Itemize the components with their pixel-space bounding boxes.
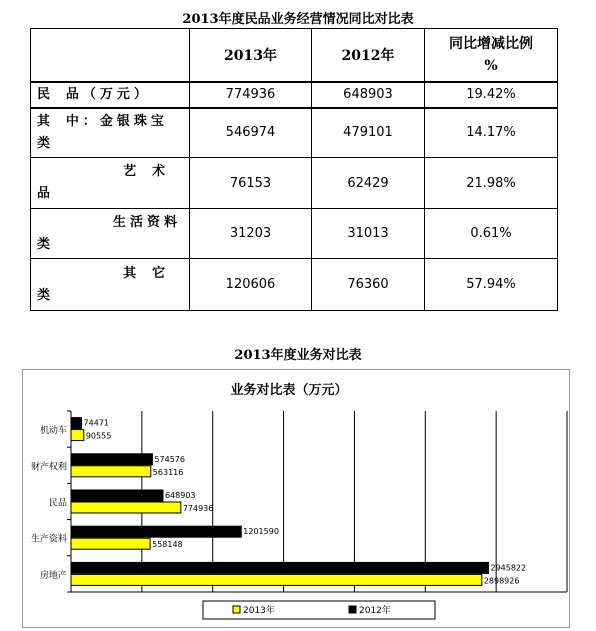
data-label-2012: 74471 (83, 418, 110, 428)
cell-percent: 14.17% (425, 108, 558, 158)
legend-label: 2012年 (359, 606, 391, 616)
header-2013: 2013年 (190, 29, 312, 82)
row-label-line1: 其 中：金银珠宝 (37, 113, 168, 129)
cell-2012: 31013 (312, 209, 425, 259)
data-label-2013: 563116 (152, 467, 184, 477)
bar-2012 (71, 418, 82, 429)
cell-percent: 19.42% (425, 82, 558, 108)
data-label-2012: 1201590 (243, 527, 279, 537)
row-label-line1: 生活资料 (112, 214, 181, 230)
chart-title: 业务对比表（万元） (230, 383, 348, 398)
cell-2013: 546974 (190, 108, 312, 158)
table-header-row (31, 29, 558, 82)
row-label (31, 108, 190, 158)
row-label-line2: 类 (37, 135, 55, 151)
cell-2012: 648903 (312, 82, 425, 108)
row-label-line1: 艺 术 (123, 164, 169, 179)
cell-2013: 76153 (190, 158, 312, 209)
table-row (31, 209, 558, 259)
cell-2013: 774936 (190, 82, 312, 108)
category-label: 民品 (48, 498, 67, 509)
data-label-2012: 574576 (154, 454, 185, 464)
cell-2013: 31203 (190, 209, 312, 259)
cell-percent: 0.61% (425, 209, 558, 259)
data-label-2013: 90555 (85, 431, 112, 441)
row-label (31, 209, 190, 259)
table-row (31, 259, 558, 311)
bar-2012 (71, 526, 241, 537)
bar-2013 (71, 574, 482, 585)
bar-2012 (71, 562, 488, 573)
table-row (31, 82, 558, 108)
data-label-2012: 648903 (164, 491, 196, 500)
bar-2013 (71, 538, 150, 549)
row-label-line2: 类 (37, 287, 55, 303)
bar-chart (23, 370, 569, 627)
data-label-2013: 2898926 (483, 576, 520, 586)
legend-label: 2013年 (243, 606, 275, 616)
data-label-2013: 774936 (182, 504, 214, 513)
bar-2013 (71, 502, 181, 513)
data-label-2013: 558148 (152, 540, 183, 550)
row-label (31, 158, 190, 209)
business-comparison-table (30, 28, 558, 311)
table-row (31, 108, 558, 158)
row-label-line2: 品 (37, 186, 55, 201)
table1-title: 2013年度民品业务经营情况同比对比表 (182, 12, 414, 27)
cell-2013: 120606 (190, 259, 312, 311)
row-label: 民 品（万元） (31, 82, 190, 108)
header-yoy-label: 同比增减比例 (449, 35, 533, 52)
row-label-line1: 其 它 (123, 265, 169, 281)
row-label-line2: 类 (37, 236, 55, 252)
table-row (31, 158, 558, 209)
bar-2012 (71, 454, 152, 465)
category-label: 机动车 (39, 426, 67, 437)
header-yoy-percent (425, 29, 558, 82)
chart-legend (203, 601, 435, 619)
legend-swatch (233, 606, 240, 613)
legend-swatch (349, 606, 356, 613)
cell-percent: 21.98% (425, 158, 558, 209)
category-label: 房地产 (39, 570, 67, 581)
cell-percent: 57.94% (425, 259, 558, 311)
bar-2013 (71, 466, 151, 477)
data-label-2012: 2945822 (490, 563, 527, 573)
bar-2013 (71, 430, 84, 441)
header-2012: 2012年 (312, 29, 425, 82)
cell-2012: 62429 (312, 158, 425, 209)
category-label: 财产权利 (30, 462, 67, 473)
bar-2012 (71, 490, 163, 501)
header-empty-cell (31, 29, 190, 82)
row-label (31, 259, 190, 311)
cell-2012: 76360 (312, 259, 425, 311)
cell-2012: 479101 (312, 108, 425, 158)
category-label: 生产资料 (30, 534, 67, 545)
header-percent-sign: % (484, 57, 498, 74)
table2-title: 2013年度业务对比表 (234, 348, 362, 363)
bar-chart-container (22, 369, 570, 628)
